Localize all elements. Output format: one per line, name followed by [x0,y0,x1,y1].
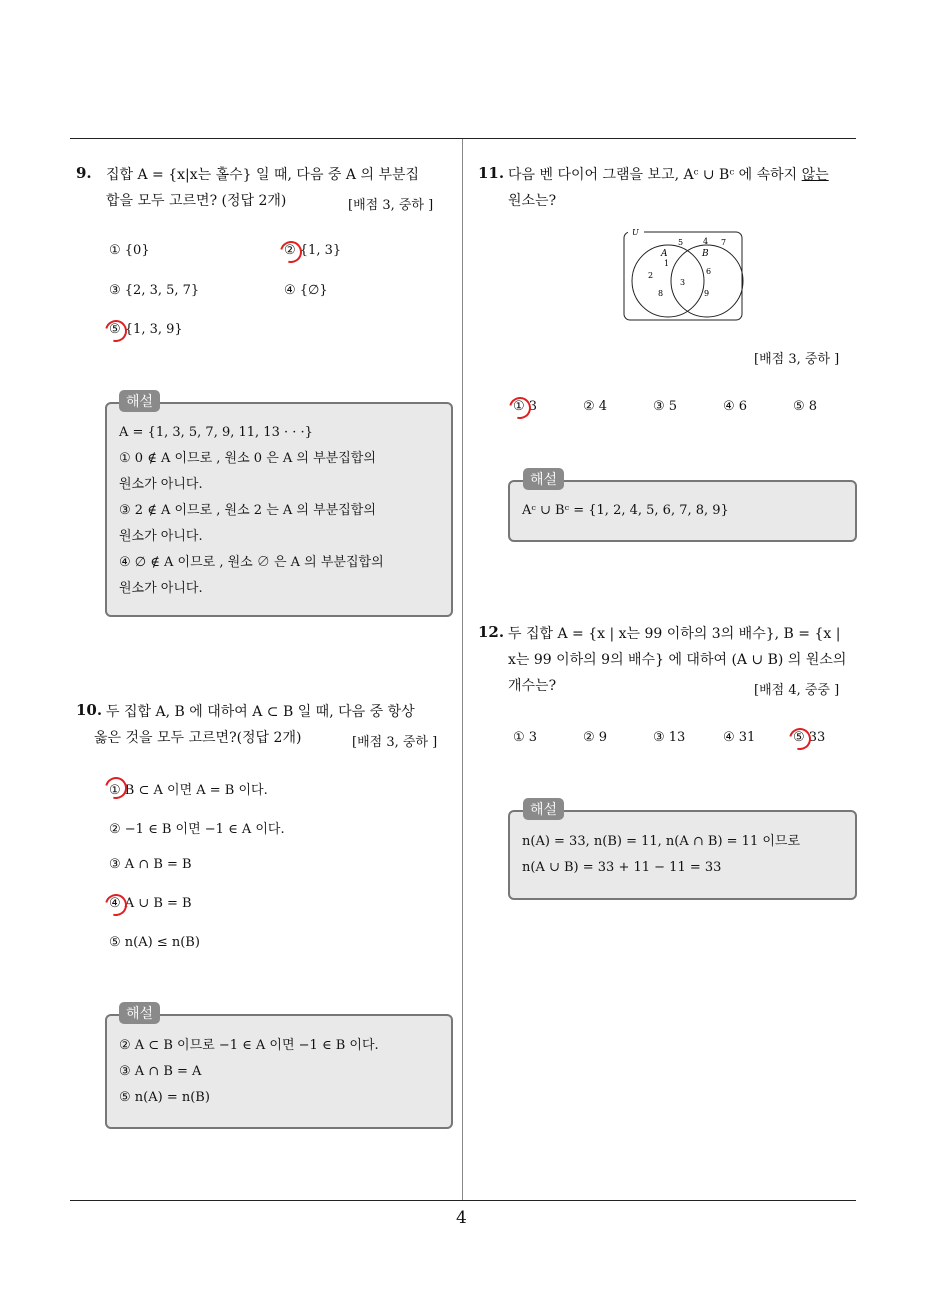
venn-label-u: U [632,228,639,237]
question-number: 12. [478,623,505,641]
score-label: [배점 3, 중하 ] [352,735,438,750]
option-3[interactable]: ③ 5 [653,399,678,414]
venn-element: 8 [658,289,664,298]
explanation-line: ① 0 ∉ A 이므로 , 원소 0 은 A 의 부분집합의 [119,451,376,466]
option-2[interactable]: ② {1, 3} [284,243,342,258]
option-5[interactable]: ⑤ {1, 3, 9} [109,322,183,337]
emphasis: 않는 [801,167,829,183]
column-divider [462,139,463,1201]
option-2[interactable]: ② −1 ∈ B 이면 −1 ∈ A 이다. [109,822,285,837]
venn-element: 4 [703,237,709,246]
explanation-tag: 해설 [119,1002,160,1024]
question-number: 9. [76,164,92,182]
explanation-line: ③ 2 ∉ A 이므로 , 원소 2 는 A 의 부분집합의 [119,503,376,518]
answer-mark [505,393,538,423]
answer-mark [276,237,306,267]
option-2[interactable]: ② 4 [583,399,608,414]
venn-label-b: B [702,249,709,259]
option-2[interactable]: ② 9 [583,730,608,745]
score-label: [배점 3, 중하 ] [754,352,840,367]
question-text-line2: 합을 모두 고르면? (정답 2개) [106,193,287,209]
venn-element: 3 [680,278,686,287]
explanation-line: A = {1, 3, 5, 7, 9, 11, 13 · · ·} [119,425,313,440]
explanation-line: 원소가 아니다. [119,581,203,596]
explanation-tag: 해설 [523,798,564,820]
venn-label-a: A [661,249,668,259]
score-label: [배점 3, 중하 ] [348,198,434,213]
score-label: [배점 4, 중중 ] [754,683,840,698]
bottom-rule [70,1200,856,1201]
option-3[interactable]: ③ A ∩ B = B [109,857,192,872]
explanation-tag: 해설 [119,390,160,412]
option-1[interactable]: ① {0} [109,243,150,258]
option-4[interactable]: ④ {∅} [284,283,328,298]
option-5[interactable]: ⑤ 33 [793,730,826,745]
venn-diagram [620,226,748,324]
explanation-box [508,810,857,900]
explanation-box [105,1014,453,1129]
explanation-line: n(A) = 33, n(B) = 11, n(A ∩ B) = 11 이므로 [522,834,801,849]
option-4[interactable]: ④ 31 [723,730,756,745]
answer-mark [101,773,131,803]
top-rule [70,138,856,139]
explanation-line: ⑤ n(A) = n(B) [119,1090,210,1105]
question-number: 10. [76,701,103,719]
question-text-line2: 원소는? [508,193,557,209]
venn-circle-a [632,245,704,317]
question-text-line3: 개수는? [508,678,557,694]
question-text-line1: 다음 벤 다이어 그램을 보고, Aᶜ ∪ Bᶜ 에 속하지 않는 [508,167,829,183]
option-1[interactable]: ① 3 [513,730,538,745]
venn-element: 1 [664,259,670,268]
venn-element: 9 [704,289,710,298]
explanation-box [105,402,453,617]
option-4[interactable]: ④ A ∪ B = B [109,896,192,911]
explanation-line: ② A ⊂ B 이므로 −1 ∈ A 이면 −1 ∈ B 이다. [119,1038,379,1053]
question-text-line1: 두 집합 A = {x | x는 99 이하의 3의 배수}, B = {x | [508,626,841,642]
explanation-tag: 해설 [523,468,564,490]
option-5[interactable]: ⑤ n(A) ≤ n(B) [109,935,200,950]
option-1[interactable]: ① B ⊂ A 이면 A = B 이다. [109,783,268,798]
page-number: 4 [456,1208,467,1228]
question-text-line1: 집합 A = {x|x는 홀수} 일 때, 다음 중 A 의 부분집 [106,167,420,183]
explanation-line: Aᶜ ∪ Bᶜ = {1, 2, 4, 5, 6, 7, 8, 9} [522,503,729,518]
option-4[interactable]: ④ 6 [723,399,748,414]
question-number: 11. [478,164,505,182]
venn-element: 7 [721,238,727,247]
question-text-line2: x는 99 이하의 9의 배수} 에 대하여 (A ∪ B) 의 원소의 [508,652,847,668]
venn-element: 5 [678,238,684,247]
option-3[interactable]: ③ {2, 3, 5, 7} [109,283,200,298]
explanation-line: 원소가 아니다. [119,529,203,544]
option-1[interactable]: ① 3 [513,399,538,414]
answer-mark [785,724,815,754]
explanation-line: 원소가 아니다. [119,477,203,492]
option-5[interactable]: ⑤ 8 [793,399,818,414]
question-text-line2: 옳은 것을 모두 고르면?(정답 2개) [94,730,302,746]
venn-element: 2 [648,271,654,280]
answer-mark [101,890,131,920]
answer-mark [101,316,131,346]
option-3[interactable]: ③ 13 [653,730,686,745]
explanation-line: n(A ∪ B) = 33 + 11 − 11 = 33 [522,860,722,875]
explanation-line: ③ A ∩ B = A [119,1064,202,1079]
question-text-line1: 두 집합 A, B 에 대하여 A ⊂ B 일 때, 다음 중 항상 [106,704,415,720]
explanation-line: ④ ∅ ∉ A 이므로 , 원소 ∅ 은 A 의 부분집합의 [119,555,384,570]
venn-element: 6 [706,267,712,276]
